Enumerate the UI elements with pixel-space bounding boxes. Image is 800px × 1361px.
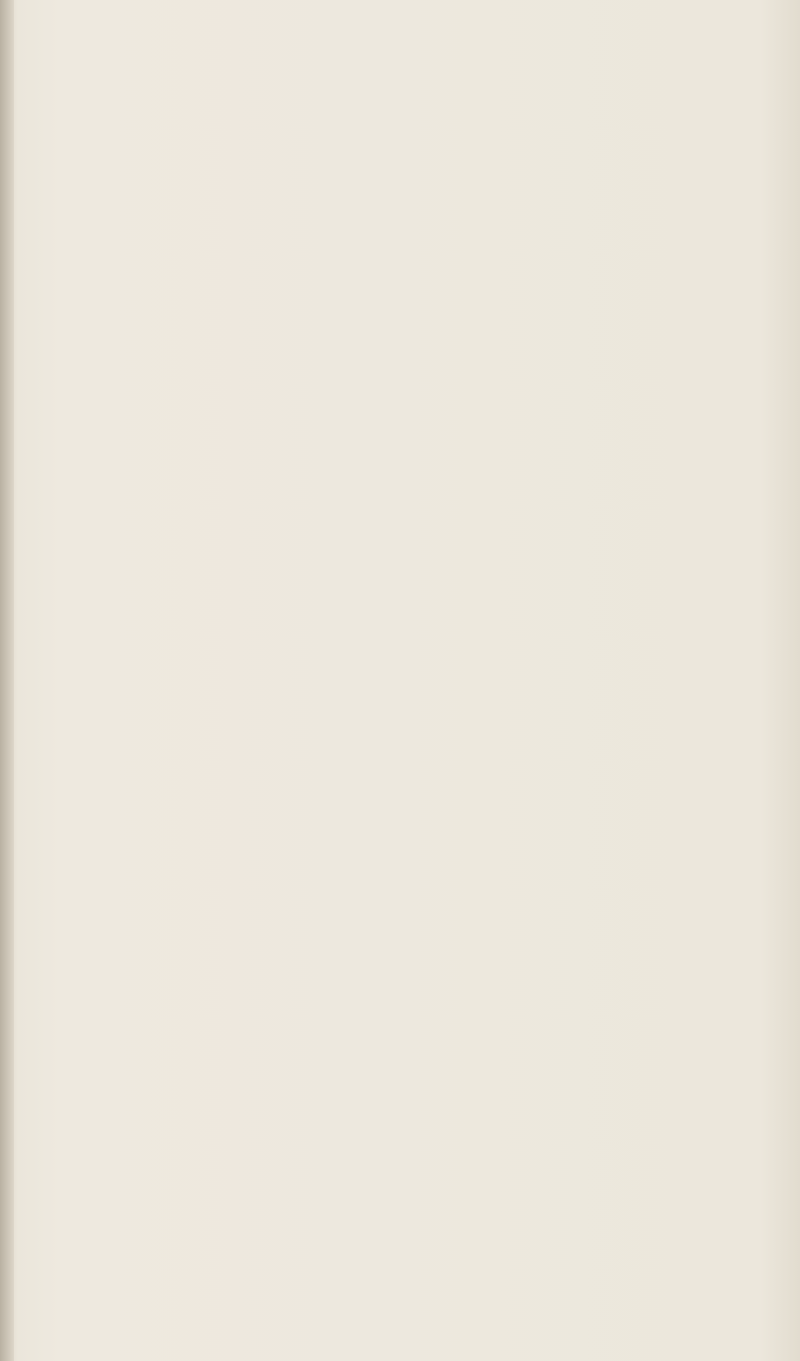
page-gutter-shadow <box>0 0 14 1361</box>
